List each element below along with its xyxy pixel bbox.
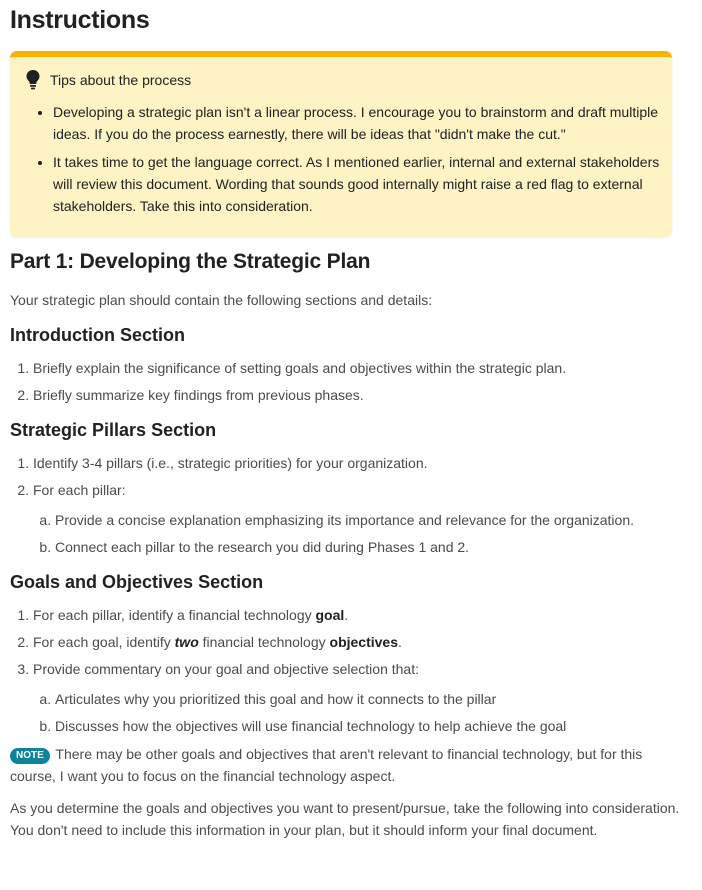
tips-list — [20, 101, 662, 217]
closing-paragraph: As you determine the goals and objectives you want to present/pursue, take the following into consideration. You don't need to include this information in your plan, but it should inform your final document. — [10, 800, 680, 838]
bold-term: goal — [315, 607, 345, 623]
list-item: 2. Briefly summarize key findings from previous phases. — [33, 384, 692, 406]
note-paragraph — [10, 743, 692, 787]
text-segment: . — [398, 634, 402, 650]
introduction-heading: Introduction Section — [10, 325, 185, 345]
sublist-item: a. Articulates why you prioritized this goal and how it connects to the pillar — [55, 688, 692, 710]
sublist-item: b. Connect each pillar to the research you did during Phases 1 and 2. — [55, 536, 692, 558]
pillars-sublist — [33, 509, 692, 558]
goals-sublist — [33, 688, 692, 737]
list-item: 1. Identify 3-4 pillars (i.e., strategic priorities) for your organization. — [33, 452, 692, 474]
list-item — [33, 604, 692, 626]
callout-header — [20, 69, 662, 91]
tip-item: • Developing a strategic plan isn't a linear process. I encourage you to brainstorm and draft multiple ideas. If you do the process earnestly, there will be ideas that "didn't make the cut." — [53, 101, 662, 145]
sublist-item: b. Discusses how the objectives will use financial technology to help achieve the goal — [55, 715, 692, 737]
text-segment: financial technology — [198, 634, 330, 650]
list-item: 1. Briefly explain the significance of setting goals and objectives within the strategic plan. — [33, 357, 692, 379]
note-text: There may be other goals and objectives that aren't relevant to financial technology, but for this course, I want you to focus on the financial technology aspect. — [10, 746, 643, 784]
callout-title: Tips about the process — [50, 72, 192, 88]
goals-list — [10, 604, 692, 737]
tip-item: • It takes time to get the language correct. As I mentioned earlier, internal and external stakeholders will review this document. Wording that sounds good internally might raise a red flag to external stakeholders. Take this into consideration. — [53, 151, 662, 217]
introduction-list — [10, 357, 692, 406]
bold-term: objectives — [329, 634, 398, 650]
lightbulb-icon — [26, 70, 40, 90]
emphasis-term: two — [174, 634, 199, 650]
list-item — [33, 479, 692, 558]
list-item-text: For each pillar: — [33, 482, 126, 498]
sublist-item: a. Provide a concise explanation emphasizing its importance and relevance for the organization. — [55, 509, 692, 531]
text-segment: For each goal, identify — [33, 634, 175, 650]
pillars-list — [10, 452, 692, 558]
page-title: Instructions — [10, 6, 150, 34]
text-segment: For each pillar, identify a financial technology — [33, 607, 316, 623]
list-item — [33, 631, 692, 653]
text-segment: . — [344, 607, 349, 623]
list-item-text: Provide commentary on your goal and objective selection that: — [33, 661, 419, 677]
part-intro: Your strategic plan should contain the following sections and details: — [10, 292, 433, 308]
part-heading: Part 1: Developing the Strategic Plan — [10, 250, 371, 273]
goals-heading: Goals and Objectives Section — [10, 572, 264, 592]
pillars-heading: Strategic Pillars Section — [10, 420, 217, 440]
tips-callout — [10, 51, 672, 237]
list-item — [33, 658, 692, 737]
note-badge: NOTE — [10, 748, 50, 764]
